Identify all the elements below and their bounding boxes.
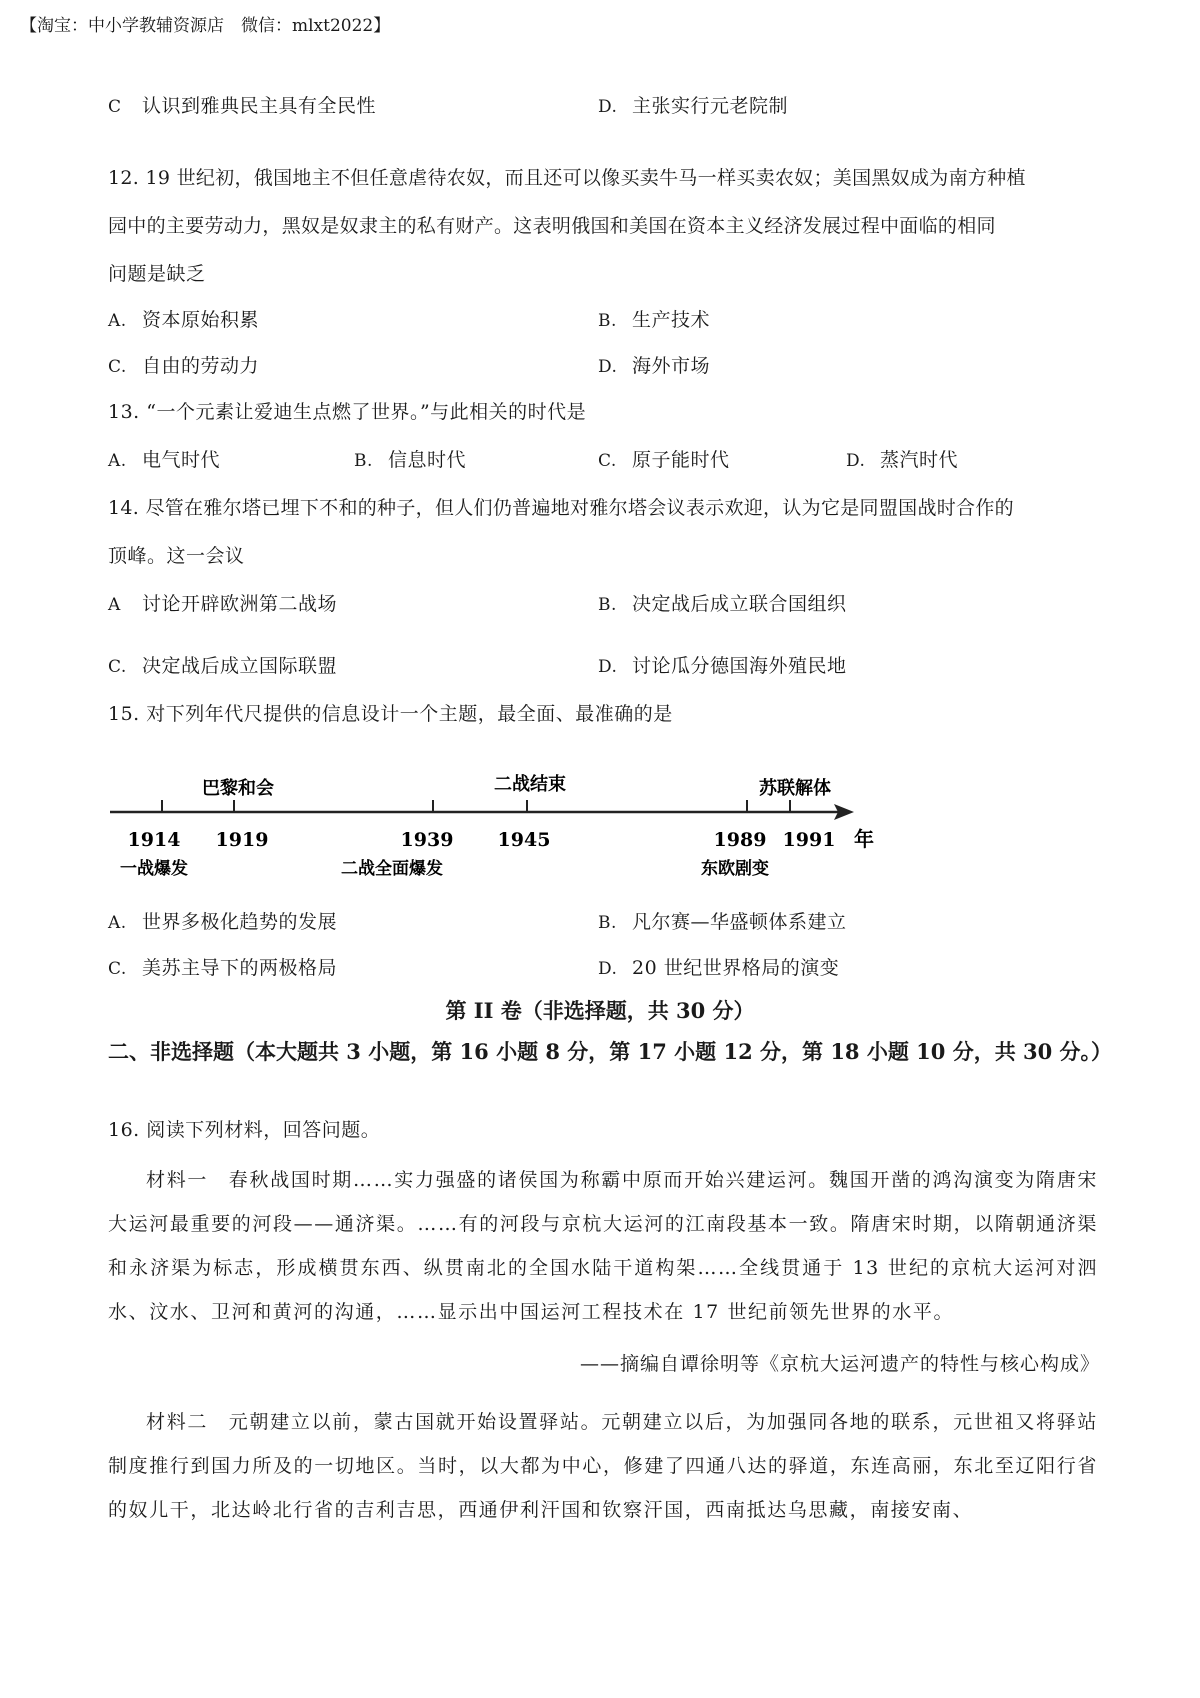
q13-stem: 13. “一个元素让爱迪生点燃了世界。”与此相关的时代是 [108,401,587,423]
timeline-figure [110,764,874,894]
option-letter: C. [108,657,127,677]
year-1945: 1945 [497,829,551,851]
label-ussr-dissolution: 苏联解体 [759,778,831,799]
q13-option-c [598,446,730,475]
q14-stem-line-1: 14. 尽管在雅尔塔已埋下不和的种子，但人们仍普遍地对雅尔塔会议表示欢迎，认为它是同盟国战时合作的 [108,497,1014,519]
year-1914: 1914 [127,829,181,851]
q15-option-c [108,954,337,983]
year-1991: 1991 [782,829,836,851]
option-text: 原子能时代 [632,449,730,471]
option-letter: D. [598,959,618,979]
year-1939: 1939 [400,829,454,851]
q12-stem-line-1: 12. 19 世纪初，俄国地主不但任意虐待农奴，而且还可以像买卖牛马一样买卖农奴；美国黑奴成为南方种植 [108,167,1026,189]
option-letter: A. [108,913,127,933]
option-letter: C. [108,357,127,377]
option-letter: C. [108,959,127,979]
option-letter: D. [598,357,618,377]
option-letter: D. [846,451,866,471]
q12-option-d [598,352,710,381]
option-letter: C. [598,451,617,471]
option-letter: B. [598,913,617,933]
q14-option-c [108,652,337,681]
option-text: 讨论开辟欧洲第二战场 [142,593,338,615]
q13-option-a [108,446,220,475]
timeline-unit: 年 [854,827,874,851]
option-letter: A [108,595,121,615]
q15-option-a [108,908,337,937]
option-text: 主张实行元老院制 [632,95,789,117]
option-letter: C [108,97,122,117]
option-text: 决定战后成立联合国组织 [632,593,847,615]
label-ww1-outbreak: 一战爆发 [120,859,188,879]
option-text: 蒸汽时代 [880,449,959,471]
q12-stem-line-3: 问题是缺乏 [108,263,206,285]
year-1989: 1989 [713,829,767,851]
option-text: 美苏主导下的两极格局 [142,957,338,979]
option-text: 认识到雅典民主具有全民性 [142,95,377,117]
q15-option-d [598,954,839,983]
option-text: 资本原始积累 [142,309,260,331]
q12-stem-line-2: 园中的主要劳动力，黑奴是奴隶主的私有财产。这表明俄国和美国在资本主义经济发展过程中面临的相同 [108,215,996,237]
option-text: 生产技术 [632,309,711,331]
header-note: 【淘宝：中小学教辅资源店 微信：mlxt2022】 [20,16,391,36]
option-letter: A. [108,311,127,331]
part2-heading: 二、非选择题（本大题共 3 小题，第 16 小题 8 分，第 17 小题 12 分，第 18 小题 10 分，共 30 分。） [108,1039,1113,1064]
option-letter: D. [598,657,618,677]
option-text: 自由的劳动力 [142,355,260,377]
timeline-svg [110,764,874,884]
option-letter: A. [108,451,127,471]
q16-source-1: ——摘编自谭徐明等《京杭大运河遗产的特性与核心构成》 [579,1353,1100,1375]
option-letter: D. [598,97,618,117]
option-letter: B. [354,451,373,471]
option-text: 信息时代 [388,449,467,471]
q11-option-c [108,92,376,121]
q13-option-b [354,446,466,475]
q14-option-d [598,652,847,681]
option-text: 决定战后成立国际联盟 [142,655,338,677]
part2-title: 第 II 卷（非选择题，共 30 分） [445,998,755,1023]
q16-material-2: 材料二 元朝建立以前，蒙古国就开始设置驿站。元朝建立以后，为加强同各地的联系，元世祖又将驿站制度推行到国力所及的一切地区。当时，以大都为中心，修建了四通八达的驿道，东连高丽，东北至辽阳行省的奴儿干，北达岭北行省的吉利吉思，西通伊利汗国和钦察汗国，西南抵达乌思藏，南接安南、 [108,1411,1098,1521]
q12-option-c [108,352,259,381]
q14-option-b [598,590,847,619]
option-letter: B. [598,311,617,331]
option-text: 凡尔赛—华盛顿体系建立 [632,911,847,933]
q12-option-a [108,306,259,335]
label-ww2-end: 二战结束 [494,774,566,795]
q15-option-b [598,908,847,937]
year-1919: 1919 [215,829,269,851]
option-text: 20 世纪世界格局的演变 [632,957,840,979]
q16-material-1: 材料一 春秋战国时期……实力强盛的诸侯国为称霸中原而开始兴建运河。魏国开凿的鸿沟演变为隋唐宋大运河最重要的河段——通济渠。……有的河段与京杭大运河的江南段基本一致。隋唐宋时期，以隋朝通济渠和永济渠为标志，形成横贯东西、纵贯南北的全国水陆干道构架……全线贯通于 13 世纪的京杭大运河对泗水、汶水、卫河和黄河的沟通，……显示出中国运河工程技术在 17 世纪前领先世界的水平。 [108,1169,1098,1323]
q13-option-d [846,446,958,475]
q16-stem: 16. 阅读下列材料，回答问题。 [108,1119,381,1141]
q14-stem-line-2: 顶峰。这一会议 [108,545,245,567]
option-text: 世界多极化趋势的发展 [142,911,338,933]
option-text: 讨论瓜分德国海外殖民地 [632,655,847,677]
q14-option-a [108,590,337,619]
q12-option-b [598,306,710,335]
q15-stem: 15. 对下列年代尺提供的信息设计一个主题，最全面、最准确的是 [108,703,673,725]
option-text: 电气时代 [142,449,221,471]
label-paris-conference: 巴黎和会 [202,778,274,799]
option-text: 海外市场 [632,355,711,377]
label-ww2-full-outbreak: 二战全面爆发 [341,859,443,879]
label-eastern-europe-upheaval: 东欧剧变 [701,859,769,879]
option-letter: B. [598,595,617,615]
q11-option-d [598,92,788,121]
